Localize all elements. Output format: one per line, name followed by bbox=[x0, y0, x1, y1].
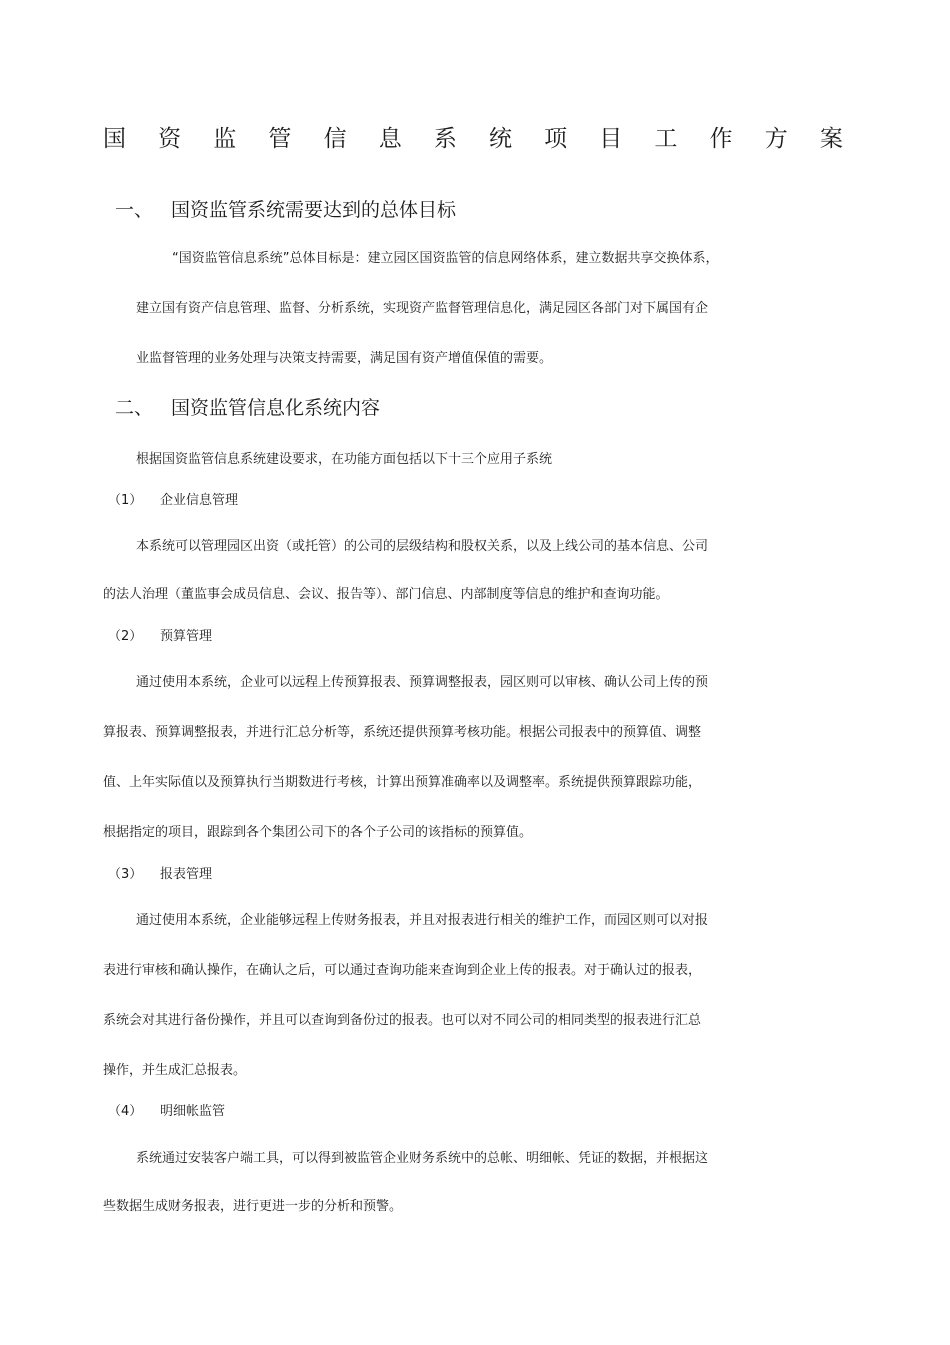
section-2-title: 国资监管信息化系统内容 bbox=[171, 397, 381, 419]
title-char: 国 bbox=[103, 126, 126, 152]
title-char: 信 bbox=[323, 126, 347, 152]
subsection-paragraph-line: 本系统可以管理园区出资（或托管）的公司的层级结构和股权关系，以及上线公司的基本信息、公司 bbox=[136, 539, 709, 554]
title-char: 目 bbox=[599, 126, 623, 152]
title-char: 息 bbox=[378, 126, 402, 152]
subsection-title: 预算管理 bbox=[160, 629, 213, 644]
subsection-paragraph-line: 通过使用本系统，企业可以远程上传预算报表、预算调整报表，园区则可以审核、确认公司上传的预 bbox=[136, 675, 709, 690]
section-1-number: 一、 bbox=[115, 199, 154, 221]
title-char: 统 bbox=[488, 126, 512, 152]
subsection-number: （3） bbox=[108, 867, 143, 882]
title-char: 作 bbox=[709, 126, 733, 152]
title-char: 项 bbox=[544, 126, 568, 152]
section-1-paragraph-line: 建立国有资产信息管理、监督、分析系统，实现资产监督管理信息化，满足园区各部门对下属国有企 bbox=[136, 301, 709, 316]
section-2-heading bbox=[115, 394, 715, 422]
title-char: 工 bbox=[654, 126, 678, 152]
subsection-title: 企业信息管理 bbox=[160, 493, 239, 508]
subsection-paragraph-line: 的法人治理（董监事会成员信息、会议、报告等）、部门信息、内部制度等信息的维护和查询功能。 bbox=[103, 587, 669, 602]
subsection-number: （1） bbox=[108, 493, 143, 508]
subsection-paragraph-line: 算报表、预算调整报表，并进行汇总分析等，系统还提供预算考核功能。根据公司报表中的预算值、调整 bbox=[103, 725, 702, 740]
section-1-title: 国资监管系统需要达到的总体目标 bbox=[171, 199, 457, 221]
section-1-paragraph-line: 业监督管理的业务处理与决策支持需要，满足国有资产增值保值的需要。 bbox=[136, 351, 553, 366]
subsection-paragraph-line: 根据指定的项目，跟踪到各个集团公司下的各个子公司的该指标的预算值。 bbox=[103, 825, 533, 840]
subsection-paragraph-line: 表进行审核和确认操作，在确认之后，可以通过查询功能来查询到企业上传的报表。对于确认过的报表， bbox=[103, 963, 702, 978]
subsection-number: （4） bbox=[108, 1104, 143, 1119]
title-char: 方 bbox=[764, 126, 788, 152]
section-2-number: 二、 bbox=[115, 397, 154, 419]
title-char: 监 bbox=[213, 126, 237, 152]
subsection-heading bbox=[108, 865, 408, 885]
subsection-title: 明细帐监管 bbox=[160, 1104, 226, 1119]
section-1-paragraph-line: “国资监管信息系统”总体目标是：建立园区国资监管的信息网络体系，建立数据共享交换体系， bbox=[172, 251, 719, 266]
subsection-paragraph-line: 值、上年实际值以及预算执行当期数进行考核，计算出预算准确率以及调整率。系统提供预算跟踪功能， bbox=[103, 775, 702, 790]
subsection-paragraph-line: 系统通过安装客户端工具，可以得到被监管企业财务系统中的总帐、明细帐、凭证的数据，并根据这 bbox=[136, 1151, 709, 1166]
title-char: 系 bbox=[433, 126, 457, 152]
subsection-heading bbox=[108, 1102, 408, 1122]
subsection-paragraph-line: 通过使用本系统，企业能够远程上传财务报表，并且对报表进行相关的维护工作，而园区则可以对报 bbox=[136, 913, 709, 928]
subsection-paragraph-line: 系统会对其进行备份操作，并且可以查询到备份过的报表。也可以对不同公司的相同类型的报表进行汇总 bbox=[103, 1013, 702, 1028]
subsection-title: 报表管理 bbox=[160, 867, 213, 882]
document-title bbox=[103, 122, 843, 156]
subsection-heading bbox=[108, 491, 408, 511]
section-1-heading bbox=[115, 196, 715, 224]
subsection-number: （2） bbox=[108, 629, 143, 644]
title-char: 管 bbox=[268, 126, 292, 152]
subsection-heading bbox=[108, 627, 408, 647]
section-2-intro: 根据国资监管信息系统建设要求，在功能方面包括以下十三个应用子系统 bbox=[136, 452, 553, 467]
subsection-paragraph-line: 些数据生成财务报表，进行更进一步的分析和预警。 bbox=[103, 1199, 403, 1214]
subsection-paragraph-line: 操作，并生成汇总报表。 bbox=[103, 1063, 247, 1078]
title-char: 案 bbox=[819, 126, 843, 152]
title-char: 资 bbox=[158, 126, 182, 152]
